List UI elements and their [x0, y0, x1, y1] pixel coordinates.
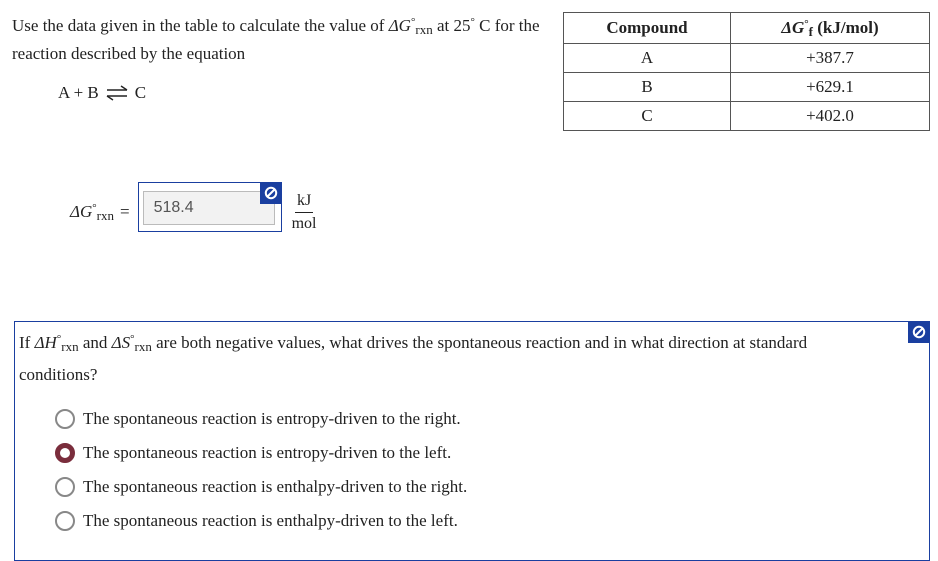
option-label: The spontaneous reaction is entropy-driven to the left. [83, 443, 452, 462]
value-cell: +387.7 [731, 44, 930, 73]
value-cell: +629.1 [731, 73, 930, 102]
table-row [564, 73, 930, 102]
option-label: The spontaneous reaction is entropy-driven to the right. [83, 409, 461, 428]
radio-button-selected[interactable] [55, 443, 75, 463]
question-2-box [14, 321, 930, 561]
compound-cell: C [564, 102, 731, 131]
option-label: The spontaneous reaction is enthalpy-driven to the right. [83, 477, 468, 496]
option-enthalpy-right[interactable] [55, 470, 467, 504]
answer-options [55, 402, 467, 538]
products: C [134, 83, 147, 102]
option-entropy-left[interactable] [55, 436, 467, 470]
reaction-equation [58, 83, 146, 103]
unit-denominator: mol [291, 215, 317, 232]
header-compound: Compound [564, 13, 731, 44]
question-1-text: Use the data given in the table to calculate the value of $\Delta G^\circ_{rxn}$ at 25° C for the reaction described by the equation [12, 16, 540, 63]
radio-button[interactable] [55, 409, 75, 429]
table-row [564, 102, 930, 131]
table-row [564, 44, 930, 73]
question-2-text: If $\Delta H^\circ_{rxn}$ and $\Delta S^\circ_{rxn}$ are both negative values, what drives the spontaneous reaction and in what direction at standard conditions? [19, 333, 808, 384]
reactants: A + B [58, 83, 99, 102]
compound-cell: B [564, 73, 731, 102]
radio-button[interactable] [55, 511, 75, 531]
option-enthalpy-left[interactable] [55, 504, 467, 538]
equals-sign: = [120, 201, 130, 221]
answer-input[interactable] [143, 191, 275, 225]
value-cell: +402.0 [731, 102, 930, 131]
delta-g-symbol: ΔG [388, 16, 411, 35]
answer-input-frame [138, 182, 282, 232]
radio-button[interactable] [55, 477, 75, 497]
compound-cell: A [564, 44, 731, 73]
data-table [563, 12, 930, 131]
answer-row [70, 180, 317, 233]
option-entropy-right[interactable] [55, 402, 467, 436]
incorrect-icon [260, 182, 282, 204]
equilibrium-arrow-icon [105, 85, 129, 101]
unit-fraction [292, 192, 317, 233]
answer-label: $\Delta G^\circ_{rxn}$ = [70, 201, 130, 223]
option-label: The spontaneous reaction is enthalpy-driven to the left. [83, 511, 458, 530]
incorrect-icon [908, 321, 930, 343]
header-gibbs: $\Delta G^\circ_f$ (kJ/mol) [731, 13, 930, 44]
unit-numerator: kJ [295, 192, 313, 213]
